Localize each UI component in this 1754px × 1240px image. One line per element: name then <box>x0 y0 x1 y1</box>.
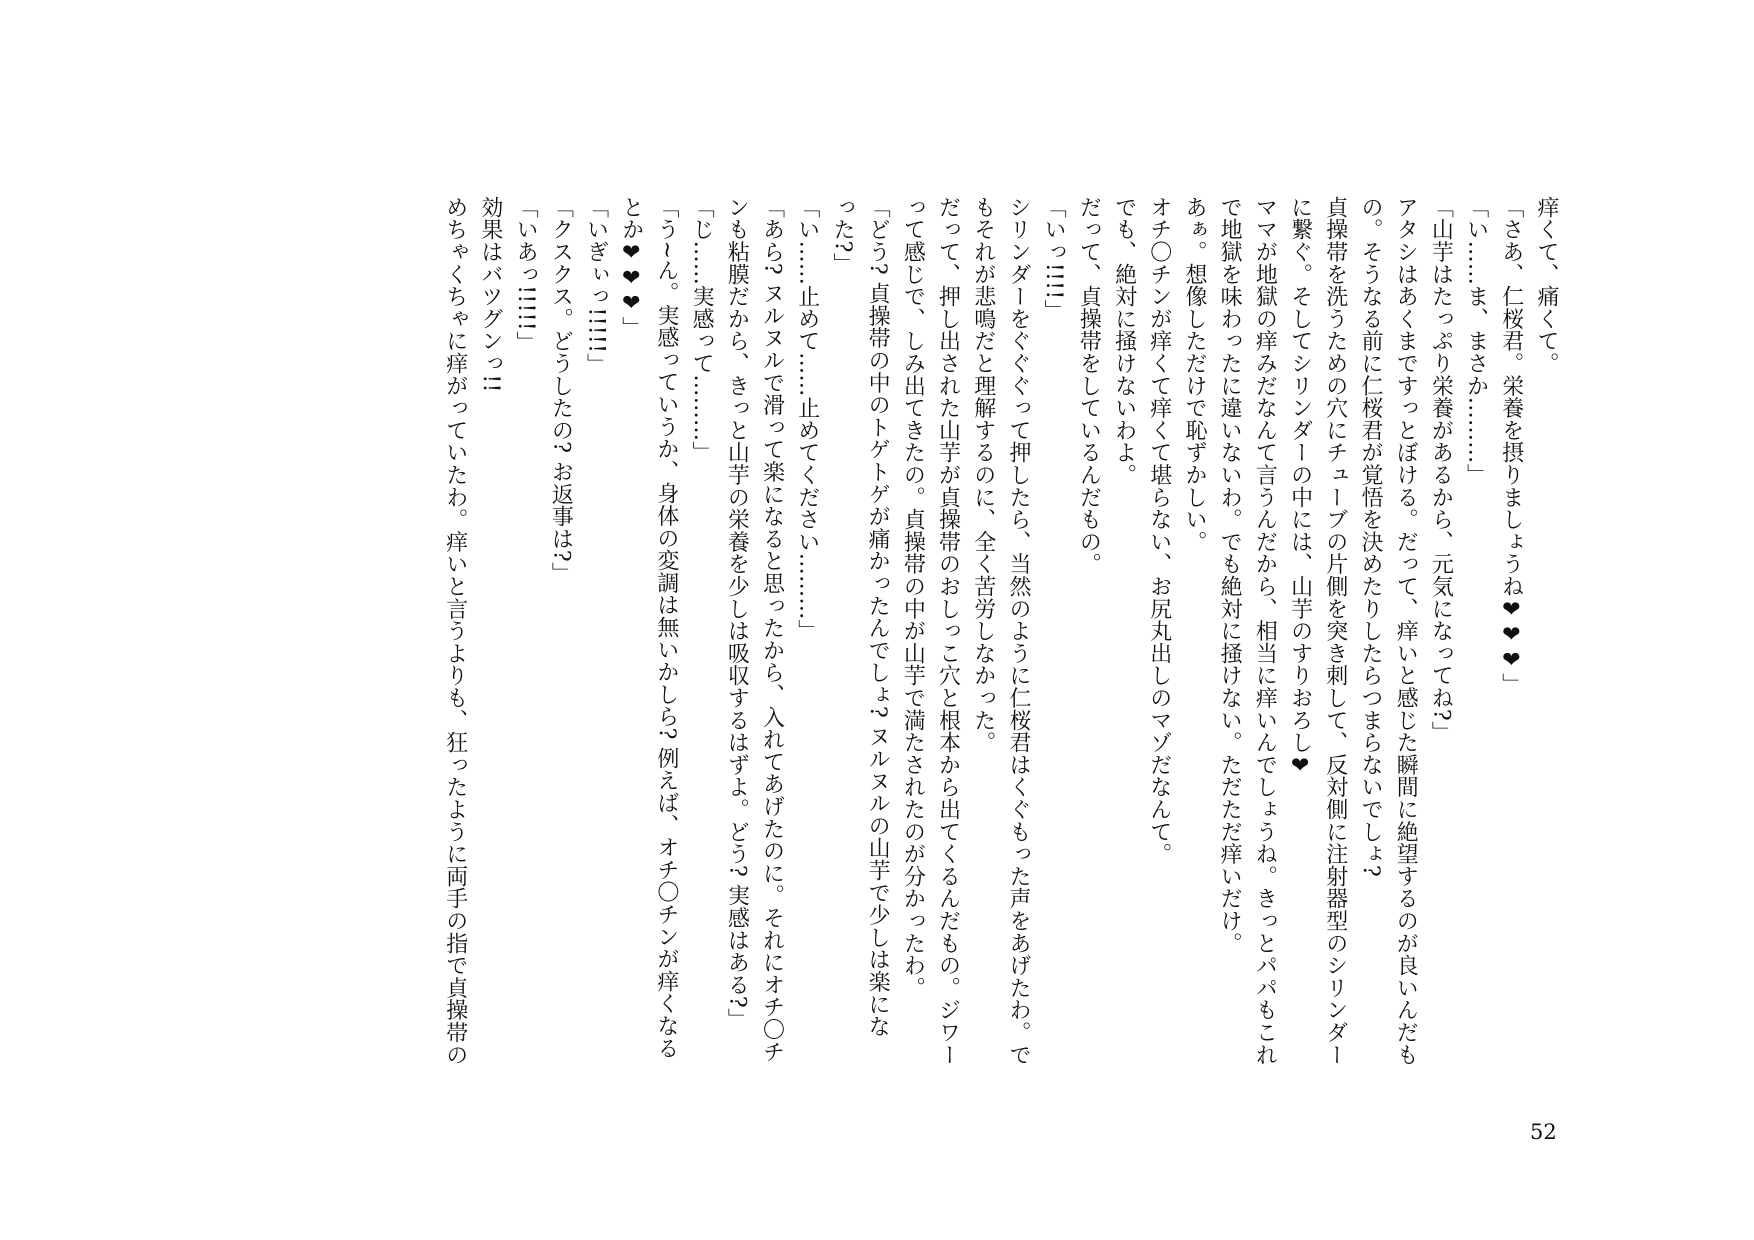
text-line: とか❤❤❤」 <box>618 196 644 339</box>
text-line: に繋ぐ。そしてシリンダーの中には、山芋のすりおろし❤ <box>1287 196 1313 779</box>
text-line: 「どう? 貞操帯の中のトゲトゲが痛かったんでしょ? ヌルヌルの山芋で少しは楽にな <box>865 196 891 1038</box>
text-line: 「い……止めて……止めてください………」 <box>794 196 820 642</box>
text-line: で地獄を味わったに違いないわ。でも絶対に掻けない。ただただ痒いだけ。 <box>1217 196 1243 955</box>
page-number: 52 <box>1530 1120 1557 1144</box>
text-line: 効果はバツグンっ!! <box>477 196 503 393</box>
text-line: 「いあっ!!!!!」 <box>513 196 539 354</box>
text-line: 「う~ん。実感っていうか、身体の変調は無いかしら? 例えば、オチ〇チンが痒くなる <box>653 196 679 1060</box>
text-line: って感じで、しみ出てきたの。貞操帯の中が山芋で満たされたのが分かったわ。 <box>900 196 926 999</box>
text-line: オチ〇チンが痒くて痒くて堪らない、お尻丸出しのマゾだなんて。 <box>1146 196 1172 865</box>
vertical-text-body <box>184 196 1564 1106</box>
text-line: あぁ。想像しただけで恥ずかしい。 <box>1181 196 1207 553</box>
text-line: 痒くて、痛くて。 <box>1534 196 1559 375</box>
text-line: ママが地獄の痒みだなんて言うんだから、相当に痒いんでしょうね。きっとパパもこれ <box>1252 196 1278 1066</box>
text-line: 「いぎぃっ!!!!!」 <box>583 196 609 376</box>
text-line: めちゃくちゃに痒がっていたわ。痒いと言うよりも、狂ったように両手の指で貞操帯の <box>442 196 468 1066</box>
text-line: 貞操帯を洗うための穴にチューブの片側を突き刺して、反対側に注射器型のシリンダー <box>1322 196 1348 1066</box>
text-line: 「クスクス。どうしたの? お返事は?」 <box>548 196 574 585</box>
text-line: 「いっ!!!!」 <box>1041 196 1067 322</box>
text-line: 「あら? ヌルヌルで滑って楽になると思ったから、入れてあげたのに。それにオチ〇チ <box>759 196 785 1063</box>
text-line: 「い……ま、まさか………」 <box>1463 196 1489 486</box>
text-line: 「山芋はたっぷり栄養があるから、元気になってね?」 <box>1428 196 1454 744</box>
text-line: アタシはあくまですっとぼける。だって、痒いと感じた瞬間に絶望するのが良いんだも <box>1393 196 1419 1066</box>
text-line: だって、貞操帯をしているんだもの。 <box>1076 196 1102 576</box>
text-line: 「さあ、仁桜君。栄養を摂りましょうね❤❤❤」 <box>1498 196 1524 696</box>
text-line: った?」 <box>829 196 855 275</box>
text-line: ンも粘膜だから、きっと山芋の栄養を少しは吸収するはずよ。どう? 実感はある?」 <box>724 196 750 1031</box>
text-line: もそれが悲鳴だと理解するのに、全く苦労しなかった。 <box>970 196 996 754</box>
text-line: シリンダーをぐぐぐって押したら、当然のように仁桜君はくぐもった声をあげたわ。で <box>1005 196 1031 1066</box>
text-line: でも、絶対に掻けないわよ。 <box>1111 196 1137 486</box>
text-line: の。そうなる前に仁桜君が覚悟を決めたりしたらつまらないでしょ? <box>1357 196 1383 878</box>
text-line: だって、押し出された山芋が貞操帯のおしっこ穴と根本から出てくるんだもの。ジワー <box>935 196 961 1066</box>
text-line: 「じ……実感って………」 <box>689 196 715 464</box>
